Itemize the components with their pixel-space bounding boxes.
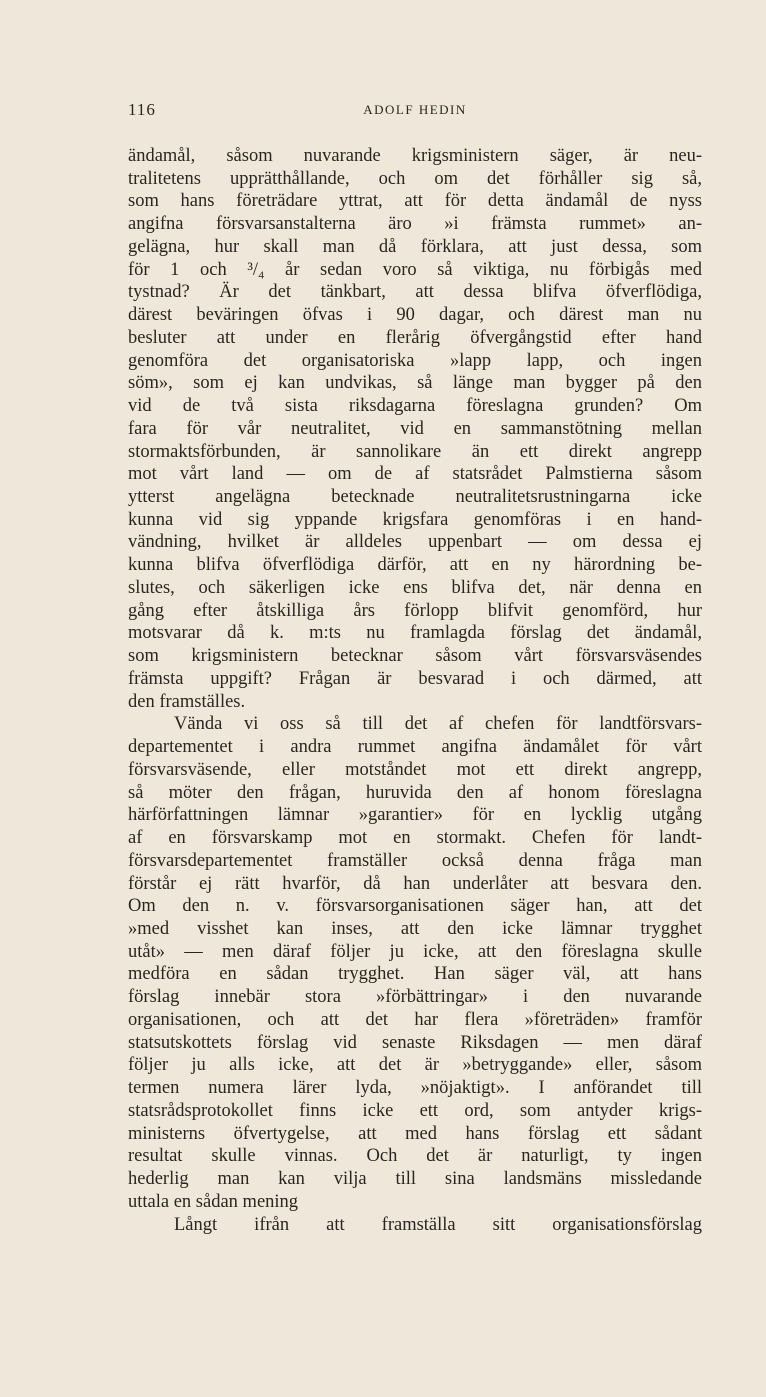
text-line: därest beväringen öfvas i 90 dagar, och därest man nu: [128, 305, 702, 326]
text-line: så möter den frågan, huruvida den af honom föreslagna: [128, 782, 702, 803]
text-line: Om den n. v. försvarsorganisationen säger han, att det: [128, 896, 702, 917]
text-line: kunna blifva öfverflödiga därför, att en ny härordning be-: [128, 555, 702, 576]
text-line: besluter att under en flerårig öfvergångstid efter hand: [128, 327, 702, 348]
text-line: följer ju alls icke, att det är »betryggande» eller, såsom: [128, 1055, 702, 1076]
text-line: härförfattningen lämnar »garantier» för en lycklig utgång: [128, 805, 702, 826]
text-line: söm», som ej kan undvikas, så länge man bygger på den: [128, 373, 702, 394]
text-line: gång efter åtskilliga års förlopp blifvit genomförd, hur: [128, 600, 702, 621]
text-line: kunna vid sig yppande krigsfara genomföras i en hand-: [128, 509, 702, 530]
text-line: försvarsväsende, eller motståndet mot ett direkt angrepp,: [128, 759, 702, 780]
text-line: tystnad? Är det tänkbart, att dessa blifva öfverflödiga,: [128, 282, 702, 303]
text-line: som krigsministern betecknar såsom vårt försvarsväsendes: [128, 646, 702, 667]
text-line: stormaktsförbunden, är sannolikare än ett direkt angrepp: [128, 441, 702, 462]
text-line: förslag innebär stora »förbättringar» i den nuvarande: [128, 987, 702, 1008]
text-line: vändning, hvilket är alldeles uppenbart — om dessa ej: [128, 532, 702, 553]
text-line: statsrådsprotokollet finns icke ett ord, som antyder krigs-: [128, 1100, 702, 1121]
text-line: den framställes.: [128, 691, 246, 712]
text-line: termen numera lärer lyda, »nöjaktigt». I anförandet till: [128, 1078, 702, 1099]
text-line: statsutskottets förslag vid senaste Riksdagen — men däraf: [128, 1032, 702, 1053]
text-line: fara för vår neutralitet, vid en sammanstötning mellan: [128, 418, 702, 439]
page-number: 116: [128, 100, 156, 119]
text-line: motsvarar då k. m:ts nu framlagda förslag det ändamål,: [128, 623, 702, 644]
text-line: ministerns öfvertygelse, att med hans förslag ett sådant: [128, 1123, 702, 1144]
text-line: medföra en sådan trygghet. Han säger väl, att hans: [128, 964, 702, 985]
body-text: [128, 145, 702, 1236]
text-line: mot vårt land — om de af statsrådet Palmstierna såsom: [128, 464, 702, 485]
text-line: utåt» — men däraf följer ju icke, att den föreslagna skulle: [128, 941, 702, 962]
text-line: slutes, och säkerligen icke ens blifva det, när denna en: [128, 577, 702, 598]
text-line: organisationen, och att det har flera »företräden» framför: [128, 1009, 702, 1030]
text-line: tralitetens upprätthållande, och om det förhåller sig så,: [128, 168, 702, 189]
text-line: vid de två sista riksdagarna föreslagna grunden? Om: [128, 396, 702, 417]
text-line: af en försvarskamp mot en stormakt. Chefen för landt-: [128, 828, 702, 849]
text-line: gelägna, hur skall man då förklara, att just dessa, som: [128, 236, 702, 257]
text-line: Långt ifrån att framställa sitt organisationsförslag: [174, 1214, 702, 1235]
text-line: ytterst angelägna betecknade neutralitetsrustningarna icke: [128, 487, 702, 508]
text-line: hederlig man kan vilja till sina landsmäns missledande: [128, 1169, 702, 1190]
text-line: resultat skulle vinnas. Och det är naturligt, ty ingen: [128, 1146, 702, 1167]
text-line: förstår ej rätt hvarför, då han underlåter att besvara den.: [128, 873, 702, 894]
text-line: »med visshet kan inses, att den icke lämnar trygghet: [128, 918, 702, 939]
text-line: främsta uppgift? Frågan är besvarad i och därmed, att: [128, 668, 702, 689]
text-line: departementet i andra rummet angifna ändamålet för vårt: [128, 737, 702, 758]
text-line: uttala en sådan mening: [128, 1191, 299, 1212]
text-line: genomföra det organisatoriska »lapp lapp, och ingen: [128, 350, 702, 371]
text-line: ändamål, såsom nuvarande krigsministern säger, är neu-: [128, 146, 702, 166]
text-line: Vända vi oss så till det af chefen för landtförsvars-: [174, 714, 702, 735]
page-header: [128, 100, 702, 126]
text-line: för 1 och ³/₄ år sedan voro så viktiga, nu förbigås med: [128, 259, 702, 280]
running-head: ADOLF HEDIN: [363, 102, 467, 117]
text-line: angifna försvarsanstalterna äro »i främsta rummet» an-: [128, 214, 702, 235]
text-line: som hans företrädare yttrat, att för detta ändamål de nyss: [128, 191, 702, 212]
text-line: försvarsdepartementet framställer också denna fråga man: [128, 850, 702, 871]
